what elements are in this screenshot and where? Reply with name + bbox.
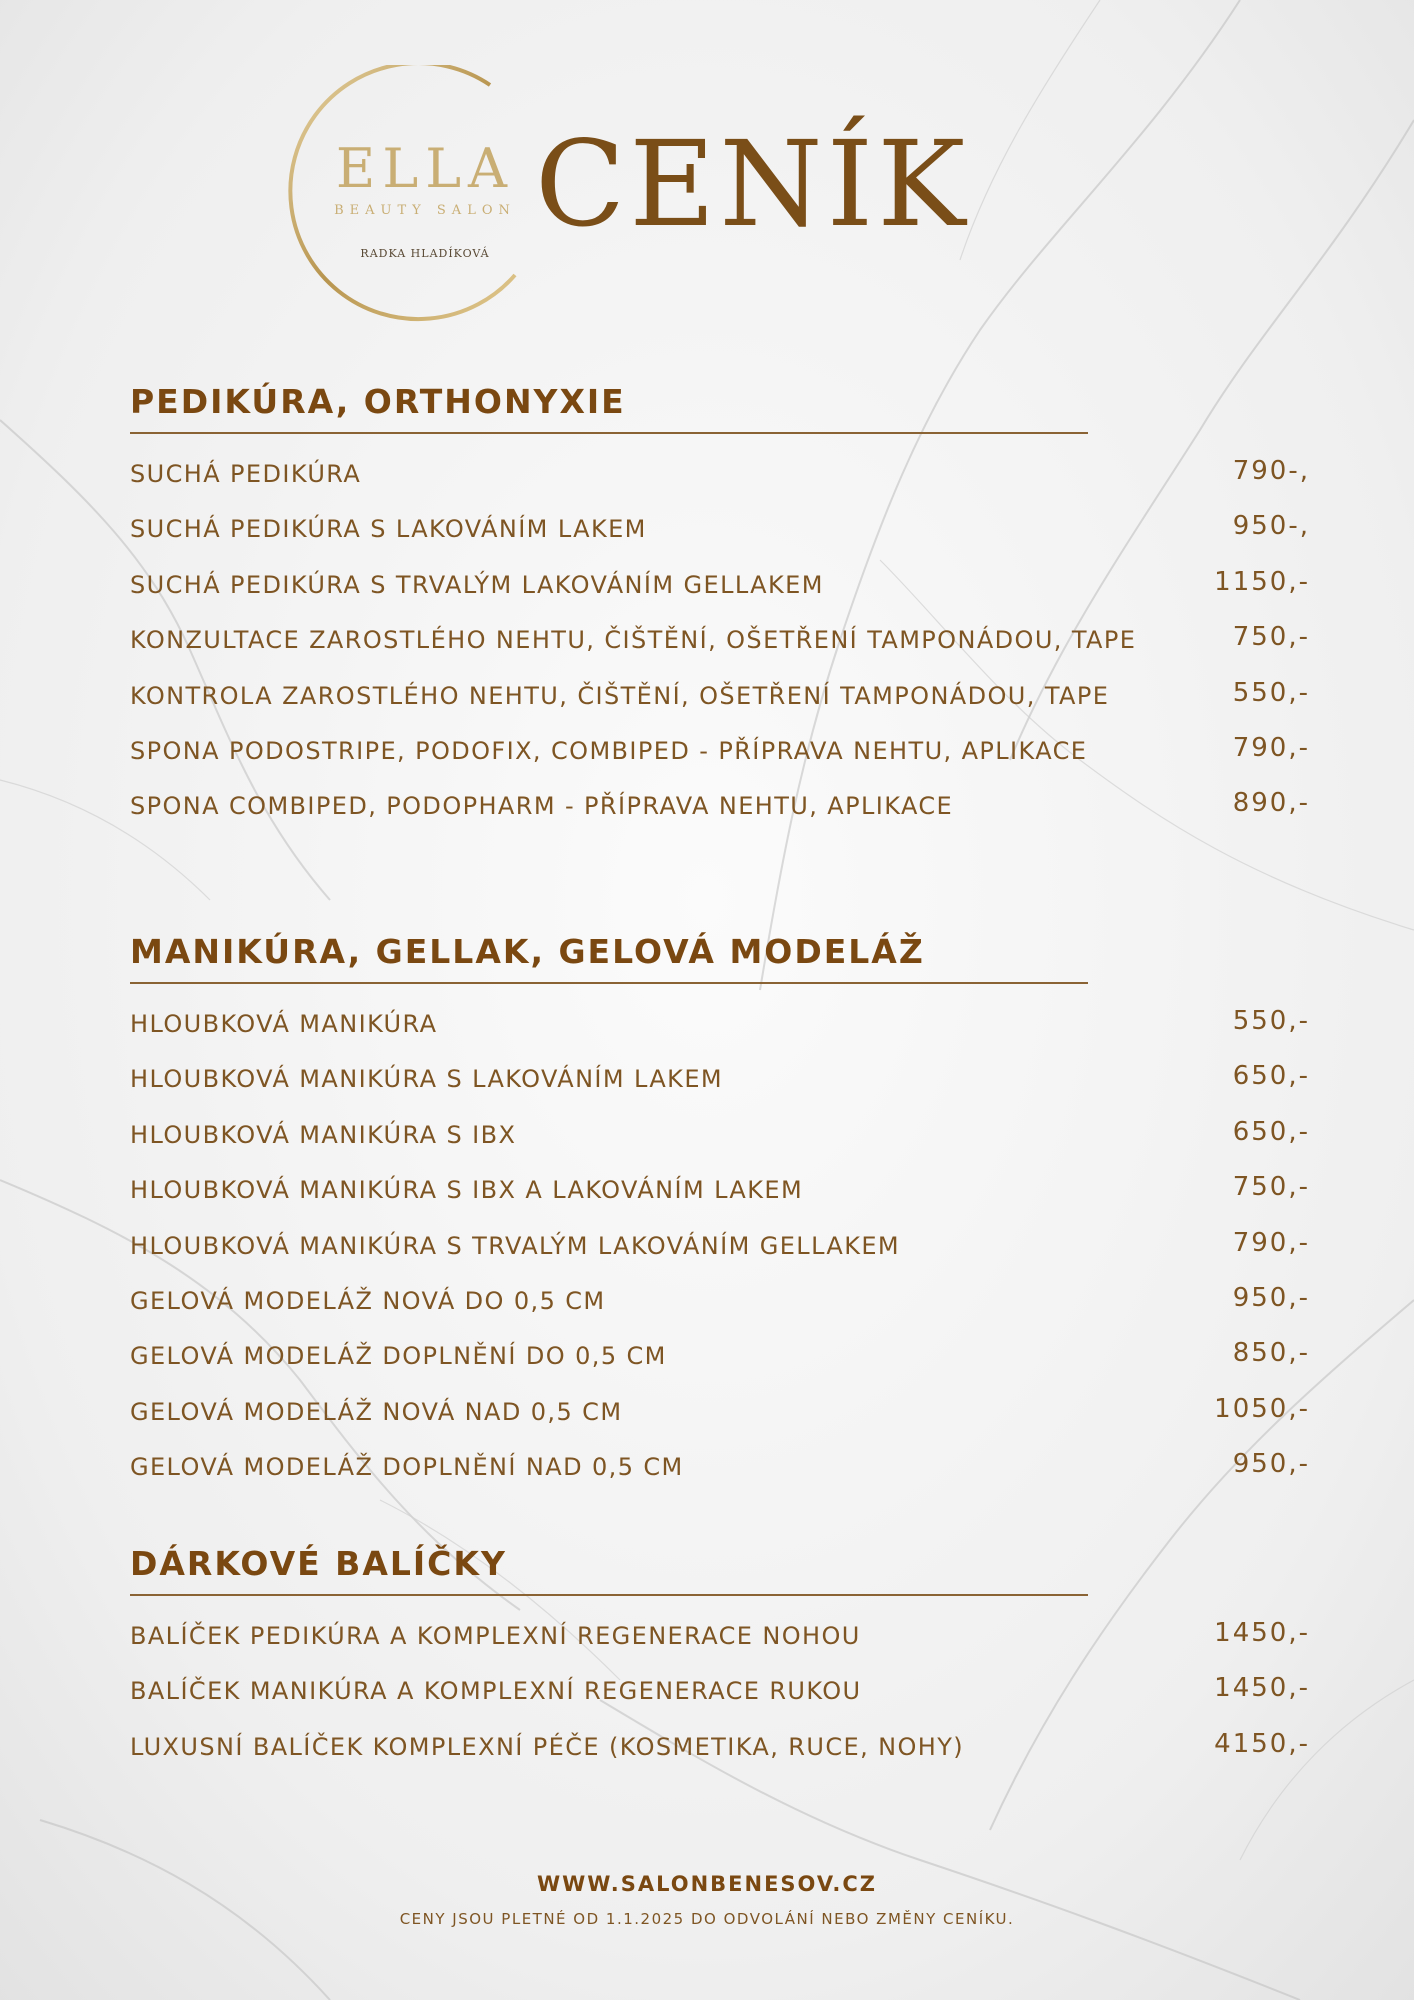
section-divider — [130, 1594, 1088, 1596]
service-price: 750,- — [1232, 622, 1310, 653]
service-name: LUXUSNÍ BALÍČEK KOMPLEXNÍ PÉČE (KOSMETIKA, RUCE, NOHY) — [130, 1732, 965, 1761]
service-price: 890,- — [1232, 788, 1310, 819]
section-divider — [130, 982, 1088, 984]
logo-owner: RADKA HLADÍKOVÁ — [360, 247, 490, 260]
service-price: 950,- — [1232, 1449, 1310, 1480]
service-name: GELOVÁ MODELÁŽ DOPLNĚNÍ NAD 0,5 CM — [130, 1453, 684, 1482]
price-row — [130, 1663, 1310, 1718]
service-name: HLOUBKOVÁ MANIKÚRA S LAKOVÁNÍM LAKEM — [130, 1065, 723, 1094]
service-name: KONTROLA ZAROSTLÉHO NEHTU, ČIŠTĚNÍ, OŠETŘENÍ TAMPONÁDOU, TAPE — [130, 681, 1110, 710]
price-row — [130, 1273, 1310, 1328]
service-name: GELOVÁ MODELÁŽ DOPLNĚNÍ DO 0,5 CM — [130, 1342, 667, 1371]
price-row — [130, 446, 1310, 501]
service-name: BALÍČEK PEDIKÚRA A KOMPLEXNÍ REGENERACE NOHOU — [130, 1622, 861, 1650]
salon-logo — [285, 65, 565, 335]
service-name: SUCHÁ PEDIKÚRA S TRVALÝM LAKOVÁNÍM GELLAKEM — [130, 570, 824, 599]
price-list — [130, 446, 1310, 834]
price-row — [130, 1051, 1310, 1106]
service-price: 790,- — [1232, 732, 1310, 763]
price-row — [130, 557, 1310, 612]
price-row — [130, 1218, 1310, 1273]
service-name: SPONA PODOSTRIPE, PODOFIX, COMBIPED - PŘÍPRAVA NEHTU, APLIKACE — [130, 736, 1088, 765]
service-name: BALÍČEK MANIKÚRA A KOMPLEXNÍ REGENERACE RUKOU — [130, 1677, 862, 1706]
service-name: HLOUBKOVÁ MANIKÚRA S IBX A LAKOVÁNÍM LAKEM — [130, 1176, 804, 1205]
page-title: CENÍK — [535, 115, 970, 253]
service-name: SUCHÁ PEDIKÚRA S LAKOVÁNÍM LAKEM — [130, 515, 647, 544]
service-price: 650,- — [1232, 1061, 1310, 1092]
section-divider — [130, 432, 1088, 434]
price-row — [130, 612, 1310, 667]
section-manikura — [130, 930, 1310, 1495]
service-price: 950-, — [1232, 511, 1310, 542]
validity-note: CENY JSOU PLETNÉ OD 1.1.2025 DO ODVOLÁNÍ NEBO ZMĚNY CENÍKU. — [399, 1910, 1015, 1928]
section-title: PEDIKÚRA, ORTHONYXIE — [130, 382, 626, 421]
service-price: 850,- — [1232, 1338, 1310, 1369]
section-title: MANIKÚRA, GELLAK, GELOVÁ MODELÁŽ — [130, 932, 925, 971]
price-row — [130, 501, 1310, 556]
service-price: 790,- — [1232, 1227, 1310, 1258]
service-price: 1050,- — [1214, 1393, 1310, 1424]
service-name: SPONA COMBIPED, PODOPHARM - PŘÍPRAVA NEHTU, APLIKACE — [130, 792, 954, 821]
service-name: GELOVÁ MODELÁŽ NOVÁ DO 0,5 CM — [130, 1286, 606, 1315]
price-row — [130, 1328, 1310, 1383]
price-row — [130, 1162, 1310, 1217]
logo-name: ELLA — [335, 137, 515, 200]
service-name: GELOVÁ MODELÁŽ NOVÁ NAD 0,5 CM — [130, 1397, 623, 1426]
service-price: 4150,- — [1214, 1728, 1310, 1759]
service-price: 950,- — [1232, 1282, 1310, 1313]
price-row — [130, 1107, 1310, 1162]
section-pedikura — [130, 380, 1310, 834]
service-price: 750,- — [1232, 1172, 1310, 1203]
logo-ring — [285, 65, 565, 335]
service-price: 1450,- — [1214, 1673, 1310, 1704]
price-row — [130, 1439, 1310, 1494]
price-list — [130, 1608, 1310, 1774]
service-name: HLOUBKOVÁ MANIKÚRA S IBX — [130, 1120, 517, 1149]
section-title: DÁRKOVÉ BALÍČKY — [130, 1544, 507, 1583]
section-darkove-balicky — [130, 1542, 1310, 1774]
price-row — [130, 1384, 1310, 1439]
service-price: 550,- — [1232, 677, 1310, 708]
price-row — [130, 1719, 1310, 1774]
service-price: 790-, — [1232, 456, 1310, 486]
price-row — [130, 1608, 1310, 1663]
service-name: KONZULTACE ZAROSTLÉHO NEHTU, ČIŠTĚNÍ, OŠETŘENÍ TAMPONÁDOU, TAPE — [130, 626, 1137, 655]
service-price: 650,- — [1232, 1116, 1310, 1147]
price-row — [130, 723, 1310, 778]
logo-subtitle: BEAUTY SALON — [334, 203, 516, 218]
service-name: SUCHÁ PEDIKÚRA — [130, 460, 362, 488]
service-price: 550,- — [1232, 1006, 1310, 1036]
service-name: HLOUBKOVÁ MANIKÚRA S TRVALÝM LAKOVÁNÍM GELLAKEM — [130, 1231, 901, 1260]
price-row — [130, 668, 1310, 723]
service-price: 1150,- — [1214, 566, 1310, 597]
price-row — [130, 778, 1310, 833]
website-link[interactable]: WWW.SALONBENESOV.CZ — [536, 1872, 878, 1896]
price-row — [130, 996, 1310, 1051]
service-name: HLOUBKOVÁ MANIKÚRA — [130, 1010, 438, 1038]
price-list — [130, 996, 1310, 1495]
service-price: 1450,- — [1214, 1618, 1310, 1648]
